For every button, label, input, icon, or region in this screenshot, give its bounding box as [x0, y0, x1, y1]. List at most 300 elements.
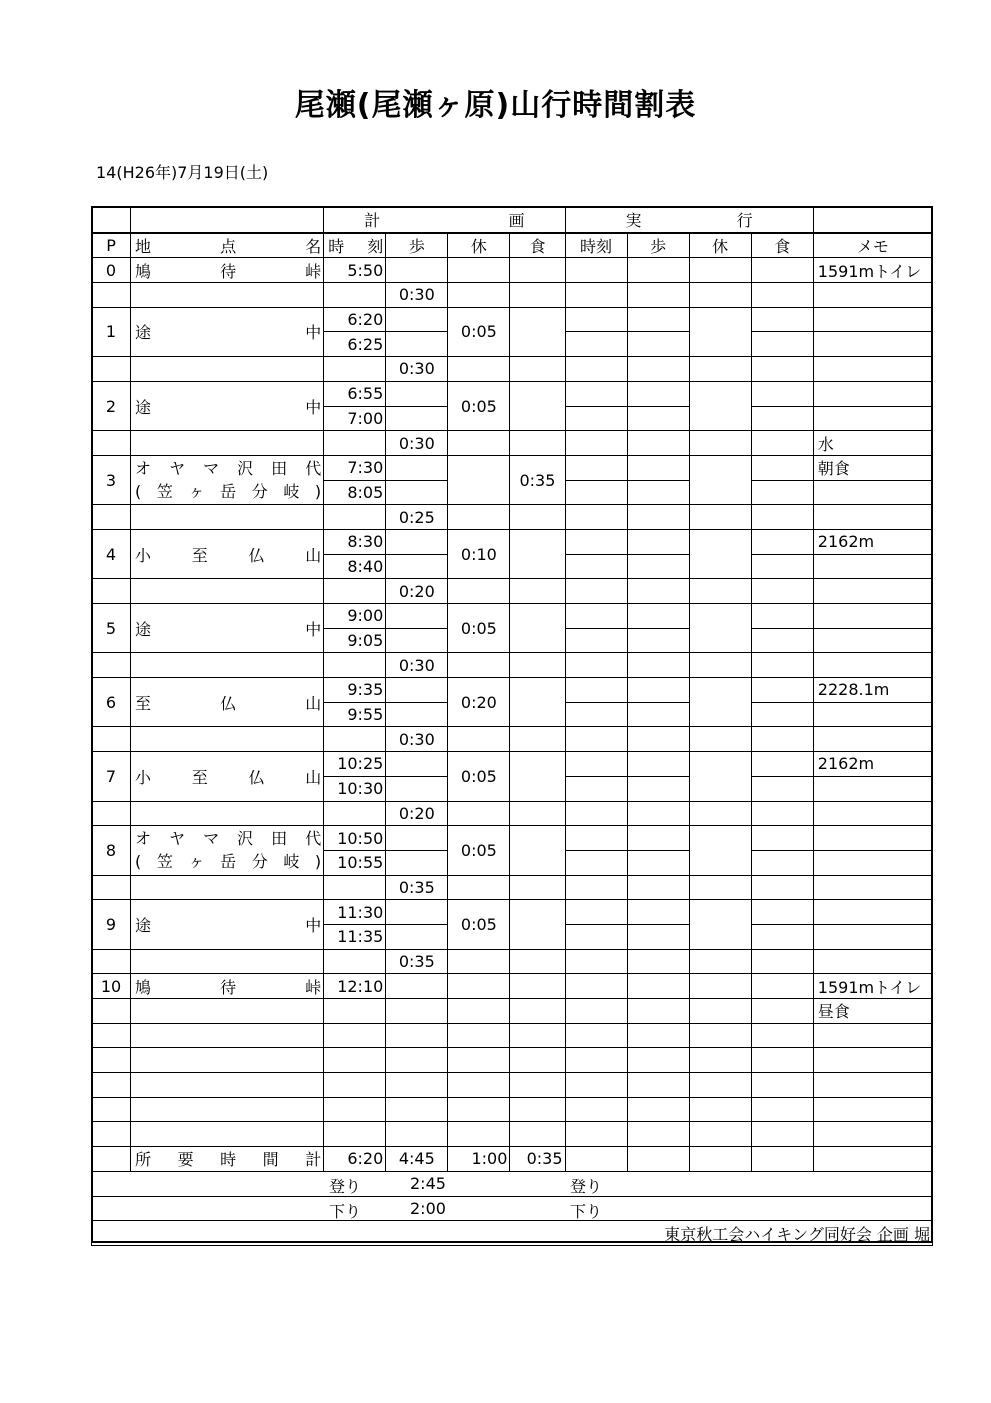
- cell: [565, 431, 627, 456]
- cell: [386, 1122, 448, 1147]
- cell: [627, 332, 689, 357]
- cell: [510, 1048, 565, 1073]
- cell: [131, 431, 324, 456]
- cell: [510, 1073, 565, 1098]
- memo: [813, 579, 932, 604]
- cell: [565, 924, 627, 949]
- cell: [627, 1023, 689, 1048]
- memo: [813, 924, 932, 949]
- walk-row: [92, 875, 933, 900]
- cell: [627, 801, 689, 826]
- stop-number: 6: [92, 678, 131, 727]
- cell: [627, 1073, 689, 1098]
- cell: [627, 702, 689, 727]
- eat-time: [510, 381, 565, 430]
- cell: [751, 480, 813, 505]
- cell: [386, 455, 448, 480]
- cell: [92, 1048, 131, 1073]
- memo: [813, 727, 932, 752]
- memo: 朝食: [813, 455, 932, 480]
- cell: [689, 949, 751, 974]
- cell: [627, 307, 689, 332]
- cell: [689, 529, 751, 578]
- cell: [131, 1097, 324, 1122]
- cell: [751, 900, 813, 925]
- walk-time: 0:20: [386, 801, 448, 826]
- memo: [813, 554, 932, 579]
- header-actual-time: 時刻: [565, 233, 627, 258]
- cell: [751, 949, 813, 974]
- walk-time: 0:30: [386, 283, 448, 308]
- cell: [627, 529, 689, 554]
- totals-row: [92, 1147, 933, 1172]
- arrive-time: 6:20: [324, 307, 386, 332]
- cell: [510, 1122, 565, 1147]
- cell: [751, 332, 813, 357]
- cell: [324, 1097, 386, 1122]
- stop-name-label: 途 中: [135, 397, 322, 417]
- stop-row: [92, 604, 933, 629]
- depart-time: 8:40: [324, 554, 386, 579]
- memo: [813, 850, 932, 875]
- stop-row: [92, 381, 933, 406]
- cell: [448, 357, 510, 382]
- depart-time: 8:05: [324, 480, 386, 505]
- stop-row: [92, 974, 933, 999]
- cell: [565, 381, 627, 406]
- cell: [510, 999, 565, 1024]
- cell: [565, 850, 627, 875]
- cell: [689, 752, 751, 801]
- cell: [448, 949, 510, 974]
- cell: [689, 357, 751, 382]
- cell: [510, 727, 565, 752]
- memo: [813, 1048, 932, 1073]
- rest-time: 0:05: [448, 752, 510, 801]
- cell: [386, 604, 448, 629]
- trip-date: 14(H26年)7月19日(土): [96, 163, 269, 182]
- cell: [689, 604, 751, 653]
- cell: [565, 949, 627, 974]
- arrive-time: 10:25: [324, 752, 386, 777]
- ascent-summary-label: 登り: [329, 1176, 362, 1196]
- cell: [751, 529, 813, 554]
- cell: [386, 826, 448, 851]
- eat-time: [510, 826, 565, 875]
- cell: [627, 283, 689, 308]
- cell: [448, 1023, 510, 1048]
- cell: [627, 974, 689, 999]
- depart-time: 9:05: [324, 628, 386, 653]
- cell: [565, 999, 627, 1024]
- cell: [386, 678, 448, 703]
- cell: [751, 678, 813, 703]
- cell: [565, 258, 627, 283]
- cell: [565, 653, 627, 678]
- cell: [565, 283, 627, 308]
- cell: [627, 850, 689, 875]
- depart-time: 7:00: [324, 406, 386, 431]
- cell: [689, 1073, 751, 1098]
- cell: [689, 1048, 751, 1073]
- cell: [565, 529, 627, 554]
- cell: [386, 752, 448, 777]
- rest-time: 0:05: [448, 604, 510, 653]
- cell: [324, 1122, 386, 1147]
- cell: [131, 875, 324, 900]
- cell: [689, 431, 751, 456]
- cell: [565, 678, 627, 703]
- memo: [813, 332, 932, 357]
- walk-row: [92, 505, 933, 530]
- header-actual-walk: 歩: [627, 233, 689, 258]
- cell: [565, 579, 627, 604]
- cell: [510, 1097, 565, 1122]
- cell: [386, 332, 448, 357]
- walk-row: [92, 431, 933, 456]
- eat-time: [510, 678, 565, 727]
- eat-time: 0:35: [510, 455, 565, 504]
- memo: [813, 801, 932, 826]
- arrive-time: 9:00: [324, 604, 386, 629]
- cell: [386, 776, 448, 801]
- cell: [751, 381, 813, 406]
- descent-summary-cell: [92, 1196, 933, 1221]
- memo: [813, 1023, 932, 1048]
- cell: [627, 554, 689, 579]
- memo: [813, 283, 932, 308]
- memo: [813, 826, 932, 851]
- cell: [751, 1122, 813, 1147]
- blank-row: [92, 999, 933, 1024]
- arrive-time: 5:50: [324, 258, 386, 283]
- walk-time: 0:25: [386, 505, 448, 530]
- blank-row: [92, 1048, 933, 1073]
- cell: [751, 752, 813, 777]
- walk-row: [92, 801, 933, 826]
- cell: [627, 776, 689, 801]
- cell: [565, 776, 627, 801]
- stop-name-label: オ ヤ マ 沢 田 代: [135, 459, 322, 479]
- cell: [92, 949, 131, 974]
- cell: [565, 455, 627, 480]
- cell: [386, 1023, 448, 1048]
- depart-time: 10:55: [324, 850, 386, 875]
- cell: [627, 505, 689, 530]
- cell: [751, 554, 813, 579]
- cell: [92, 1097, 131, 1122]
- depart-time: 9:55: [324, 702, 386, 727]
- cell: [131, 653, 324, 678]
- cell: [324, 1023, 386, 1048]
- cell: [448, 505, 510, 530]
- descent-summary-actual-label: 下り: [570, 1201, 603, 1221]
- cell: [448, 999, 510, 1024]
- cell: [324, 1073, 386, 1098]
- stop-number: 1: [92, 307, 131, 356]
- cell: [92, 283, 131, 308]
- walk-time: 0:35: [386, 875, 448, 900]
- cell: [689, 258, 751, 283]
- cell: [324, 283, 386, 308]
- cell: [92, 357, 131, 382]
- cell: [565, 406, 627, 431]
- header-blank: [131, 207, 324, 233]
- cell: [627, 900, 689, 925]
- cell: [689, 381, 751, 430]
- cell: [131, 1023, 324, 1048]
- cell: [565, 505, 627, 530]
- walk-time: 0:30: [386, 727, 448, 752]
- rest-time: 0:05: [448, 900, 510, 949]
- rest-time: [448, 455, 510, 504]
- header-p: P: [92, 233, 131, 258]
- depart-time: 6:25: [324, 332, 386, 357]
- cell: [448, 801, 510, 826]
- walk-row: [92, 653, 933, 678]
- stop-name-label: 途 中: [135, 915, 322, 935]
- stop-row: [92, 307, 933, 332]
- cell: [689, 727, 751, 752]
- cell: [448, 1097, 510, 1122]
- cell: [689, 1097, 751, 1122]
- cell: [131, 727, 324, 752]
- stop-name: [131, 604, 324, 653]
- cell: [627, 727, 689, 752]
- cell: [689, 1023, 751, 1048]
- stop-row: [92, 678, 933, 703]
- ascent-summary-cell: [92, 1171, 933, 1196]
- memo: [813, 307, 932, 332]
- organizer-credit: 東京秋工会ハイキング同好会 企画 堀: [92, 1221, 933, 1246]
- cell: [627, 604, 689, 629]
- depart-time: 10:30: [324, 776, 386, 801]
- cell: [627, 1048, 689, 1073]
- stop-name-label: 至 仏 山: [135, 693, 322, 713]
- cell: [131, 579, 324, 604]
- cell: [627, 579, 689, 604]
- descent-summary-value: 2:00: [410, 1198, 446, 1218]
- cell: [92, 505, 131, 530]
- total-walk: 4:45: [386, 1147, 448, 1172]
- cell: [689, 678, 751, 727]
- stop-name: [131, 529, 324, 578]
- rest-time: 0:20: [448, 678, 510, 727]
- cell: [751, 283, 813, 308]
- walk-row: [92, 949, 933, 974]
- cell: [627, 357, 689, 382]
- walk-time: 0:35: [386, 949, 448, 974]
- cell: [386, 628, 448, 653]
- cell: [565, 1048, 627, 1073]
- memo: [813, 900, 932, 925]
- arrive-time: 11:30: [324, 900, 386, 925]
- cell: [627, 455, 689, 480]
- cell: [131, 801, 324, 826]
- eat-time: [510, 900, 565, 949]
- cell: [751, 999, 813, 1024]
- arrive-time: 8:30: [324, 529, 386, 554]
- rest-time: 0:05: [448, 381, 510, 430]
- memo: [813, 1122, 932, 1147]
- cell: [92, 1023, 131, 1048]
- header-plan-label: 計 画: [364, 211, 525, 231]
- stop-number: 3: [92, 455, 131, 504]
- header-actual-eat: 食: [751, 233, 813, 258]
- cell: [689, 307, 751, 356]
- header-place: [131, 233, 324, 258]
- cell: [751, 826, 813, 851]
- rest-time: 0:05: [448, 307, 510, 356]
- cell: [751, 1097, 813, 1122]
- cell: [510, 258, 565, 283]
- cell: [324, 431, 386, 456]
- rest-time: 0:05: [448, 826, 510, 875]
- cell: [510, 653, 565, 678]
- cell: [92, 653, 131, 678]
- walk-time: 0:30: [386, 653, 448, 678]
- stop-number: 0: [92, 258, 131, 283]
- total-rest: 1:00: [448, 1147, 510, 1172]
- cell: [386, 999, 448, 1024]
- cell: [565, 727, 627, 752]
- cell: [751, 702, 813, 727]
- cell: [751, 776, 813, 801]
- cell: [627, 1097, 689, 1122]
- cell: [565, 604, 627, 629]
- cell: [751, 505, 813, 530]
- cell: [324, 579, 386, 604]
- memo: 1591mトイレ: [813, 974, 932, 999]
- cell: [448, 283, 510, 308]
- cell: [689, 875, 751, 900]
- cell: [751, 974, 813, 999]
- memo: 水: [813, 431, 932, 456]
- cell: [751, 1023, 813, 1048]
- totals-label: [131, 1147, 324, 1172]
- stop-number: 7: [92, 752, 131, 801]
- cell: [448, 1048, 510, 1073]
- memo: [813, 875, 932, 900]
- cell: [565, 752, 627, 777]
- cell: [92, 1073, 131, 1098]
- cell: [751, 604, 813, 629]
- cell: [627, 1122, 689, 1147]
- cell: [751, 801, 813, 826]
- cell: [510, 431, 565, 456]
- cell: [627, 924, 689, 949]
- cell: [448, 1073, 510, 1098]
- memo: 1591mトイレ: [813, 258, 932, 283]
- memo: [813, 702, 932, 727]
- cell: [627, 999, 689, 1024]
- cell: [565, 702, 627, 727]
- cell: [565, 801, 627, 826]
- cell: [751, 455, 813, 480]
- header-actual: [565, 207, 813, 233]
- stop-name-sub-label: ( 笠 ヶ 岳 分 岐 ): [135, 482, 322, 502]
- cell: [689, 974, 751, 999]
- cell: [131, 1048, 324, 1073]
- cell: [627, 752, 689, 777]
- memo: 2162m: [813, 529, 932, 554]
- cell: [689, 653, 751, 678]
- totals-label-text: 所 要 時 間 計: [135, 1150, 322, 1170]
- cell: [92, 801, 131, 826]
- arrive-time: 6:55: [324, 381, 386, 406]
- cell: [751, 850, 813, 875]
- memo: [813, 1097, 932, 1122]
- walk-time: 0:30: [386, 431, 448, 456]
- cell: [751, 727, 813, 752]
- cell: [813, 1147, 932, 1172]
- walk-time: 0:20: [386, 579, 448, 604]
- cell: [689, 1147, 751, 1172]
- memo: [813, 505, 932, 530]
- header-actual-rest: 休: [689, 233, 751, 258]
- cell: [751, 875, 813, 900]
- cell: [324, 999, 386, 1024]
- arrive-time: 9:35: [324, 678, 386, 703]
- arrive-time: 7:30: [324, 455, 386, 480]
- cell: [565, 628, 627, 653]
- page-title: 尾瀬(尾瀬ヶ原)山行時間割表: [294, 88, 697, 123]
- memo: [813, 480, 932, 505]
- cell: [751, 579, 813, 604]
- cell: [386, 702, 448, 727]
- stop-number: 10: [92, 974, 131, 999]
- header-rest: 休: [448, 233, 510, 258]
- cell: [565, 875, 627, 900]
- cell: [689, 455, 751, 504]
- header-plan: [324, 207, 565, 233]
- cell: [448, 653, 510, 678]
- cell: [386, 900, 448, 925]
- walk-row: [92, 579, 933, 604]
- stop-name-label: 小 至 仏 山: [135, 545, 322, 565]
- ascent-summary-actual-label: 登り: [570, 1176, 603, 1196]
- footer-row: [92, 1221, 933, 1246]
- cell: [324, 357, 386, 382]
- cell: [751, 307, 813, 332]
- cell: [324, 1048, 386, 1073]
- cell: [565, 826, 627, 851]
- header-place-label: 地 点 名: [135, 237, 322, 257]
- cell: [627, 875, 689, 900]
- stop-name: [131, 900, 324, 949]
- cell: [627, 826, 689, 851]
- stop-row: [92, 529, 933, 554]
- cell: [751, 628, 813, 653]
- cell: [751, 406, 813, 431]
- walk-row: [92, 283, 933, 308]
- cell: [751, 431, 813, 456]
- cell: [324, 653, 386, 678]
- cell: [448, 579, 510, 604]
- cell: [565, 1073, 627, 1098]
- cell: [92, 875, 131, 900]
- cell: [386, 850, 448, 875]
- cell: [751, 1147, 813, 1172]
- cell: [92, 431, 131, 456]
- cell: [92, 1122, 131, 1147]
- cell: [324, 875, 386, 900]
- cell: [386, 1048, 448, 1073]
- header-eat: 食: [510, 233, 565, 258]
- cell: [689, 999, 751, 1024]
- cell: [386, 406, 448, 431]
- walk-time: 0:30: [386, 357, 448, 382]
